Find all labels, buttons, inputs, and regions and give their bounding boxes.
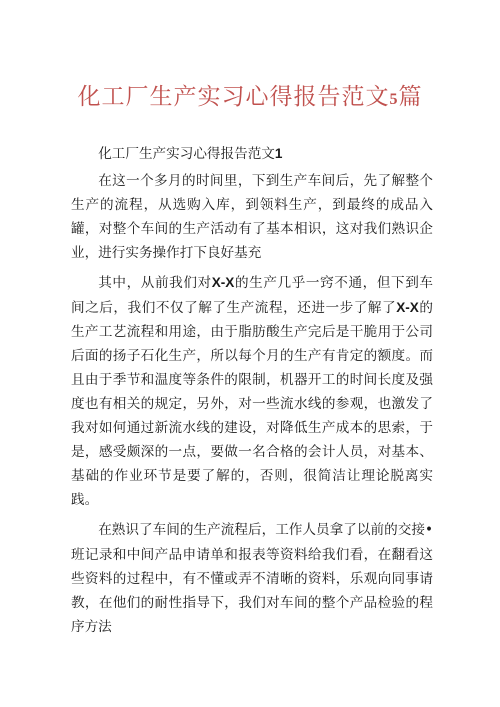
- paragraph-2-code-a: X-X: [211, 275, 235, 291]
- section-heading-text: 化工厂生产实习心得报告范文: [98, 146, 275, 162]
- paragraph-2: [71, 271, 433, 512]
- document-title-count: 5: [389, 91, 399, 108]
- paragraph-2-text-c: 的生产工艺流程和用途，由于脂肪酸生产完后是干脆用于公司后面的扬子石化生产，所以每个月的生产有肯定的额度。而且由于季节和温度等条件的限制，机器开工的时间长度及强度也有相关的规定，另外，对一些流水线的参观，也激发了我对如何通过新流水线的建设，对降低生产成本的思索，于是，感受颇深的一点，要做一名合格的会计人员，对基本、基础的作业环节是要了解的，否则，很简洁让理论脱离实践。: [71, 299, 434, 509]
- section-heading-number: 1: [274, 146, 283, 161]
- document-body: [71, 142, 433, 639]
- paragraph-1-text: 在这一个多月的时间里，下到生产车间后，先了解整个生产的流程，从选购入库，到领料生产，到最终的成品入罐，对整个车间的生产活动有了基本相识，这对我们熟识企业，进行实务操作打下良好基充: [71, 173, 433, 262]
- paragraph-3: [71, 518, 433, 638]
- paragraph-2-code-b: X-X: [396, 299, 419, 315]
- section-heading: [71, 142, 433, 166]
- document-title-suffix: 篇: [398, 84, 423, 110]
- document-title: [0, 82, 500, 115]
- paragraph-2-text-b: 的生产几乎一窍不通，但下到车间之后，我们不仅了解了生产流程，还进一步了解了: [71, 275, 434, 316]
- paragraph-2-text-a: 其中，从前我们对: [98, 275, 212, 292]
- paragraph-3-text: 在熟识了车间的生产流程后，工作人员拿了以前的交接•班记录和中间产品申请单和报表等资料给我们看，在翻看这些资料的过程中，有不懂或弄不清晰的资料，乐观向同事请教，在他们的耐性指导下，我们对车间的整个产品检验的程序方法: [71, 522, 433, 635]
- document-title-main: 化工厂生产实习心得报告范文: [77, 84, 390, 110]
- paragraph-1: [71, 169, 433, 265]
